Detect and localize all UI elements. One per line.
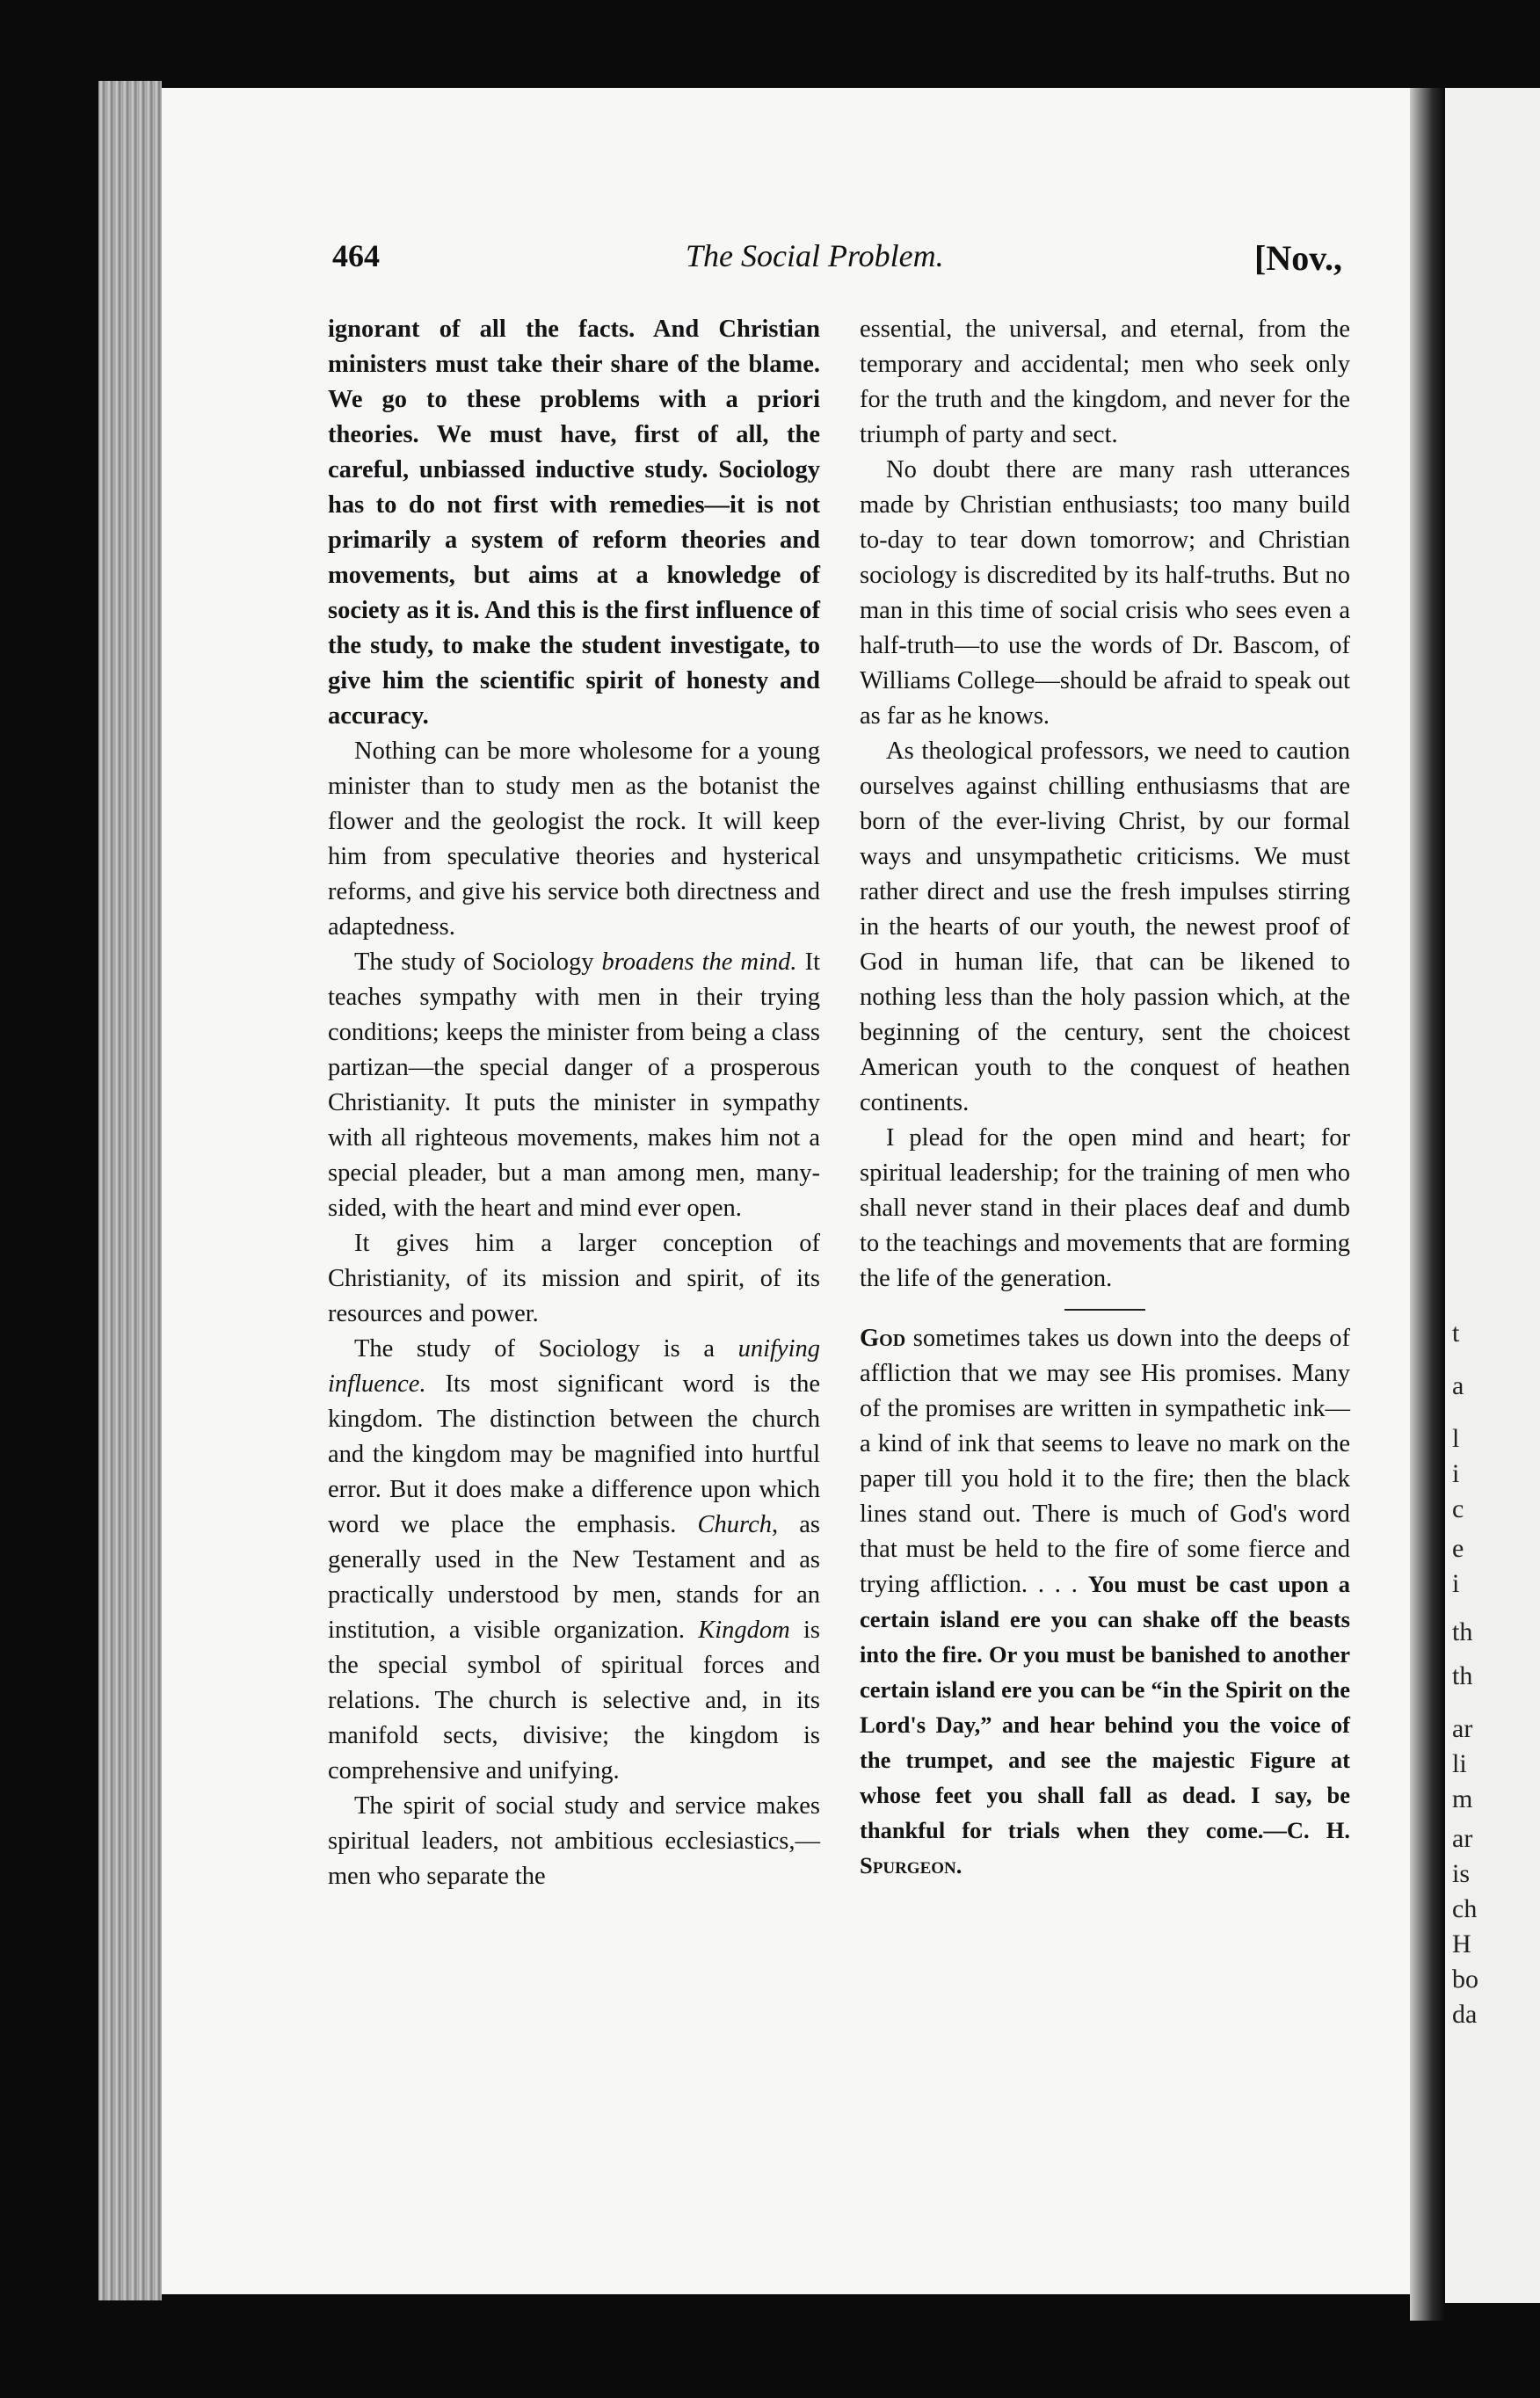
facing-page-fragment: c [1452,1494,1464,1523]
facing-page-fragment: bo [1452,1965,1478,1994]
facing-page-edge [1445,88,1540,2303]
quotation-paragraph [860,1321,1350,1884]
emphasis-text: Church [697,1511,772,1538]
facing-page-fragment: ar [1452,1714,1473,1743]
paragraph [328,312,820,734]
paragraph-text: It teaches sympathy with men in their trying conditions; keeps the minister from being a class partizan—the special danger of a prosperous Christianity. It puts the minister in sympathy with all righteous movements, makes him not a special pleader, but a man among men, many-sided, with the heart and mind ever open. [328,948,820,1222]
paragraph-text: Nothing can be more wholesome for a young minister than to study men as the botanist the flower and the geologist the rock. It will keep him from speculative theories and hysterical reforms, and give his service both directness and adaptedness. [328,738,820,941]
right-column [860,312,1350,1884]
paragraph [860,1121,1350,1297]
paragraph [328,1332,820,1789]
paragraph [328,734,820,945]
paragraph [860,312,1350,453]
facing-page-fragment: ch [1452,1894,1478,1923]
paragraph-text: ignorant of all the facts. And Christian ministers must take their share of the blame. We go to these problems with a priori theories. We must have, first of all, the careful, unbiassed inductive study. Sociology has to do not first with remedies—it is not primarily a system of reform theories and movements, but aims at a knowledge of society as it is. And this is the first influence of the study, to make the student investigate, to give him the scientific spirit of honesty and accuracy. [328,316,820,730]
running-title: The Social Problem. [686,238,944,273]
facing-page-fragment: th [1452,1661,1473,1690]
facing-page-fragment: ar [1452,1824,1473,1853]
quote-lead-word: God [860,1325,906,1352]
facing-page-fragment: e [1452,1534,1464,1563]
paragraph [328,945,820,1226]
paragraph [860,453,1350,734]
book-gutter [1410,88,1445,2321]
paragraph-text: essential, the universal, and eternal, from the temporary and accidental; men who seek only for the truth and the kingdom, and never for the triumph of party and sect. [860,316,1350,448]
facing-page-fragment: m [1452,1784,1473,1813]
left-column [328,312,820,1894]
facing-page-fragment: t [1452,1319,1460,1348]
facing-page-fragment: l [1452,1424,1460,1453]
section-divider [1064,1309,1145,1311]
facing-page-fragment: i [1452,1569,1460,1598]
emphasis-text: unifying influence. [328,1335,820,1398]
quote-author: Spurgeon. [860,1852,962,1878]
emphasis-text: Kingdom [698,1617,790,1644]
paragraph-text: The study of Sociology [354,948,602,976]
facing-page-fragment: H [1452,1929,1471,1958]
facing-page-fragment: a [1452,1371,1464,1400]
paragraph-text: I plead for the open mind and heart; for spiritual leadership; for the training of men who shall never stand in their places deaf and dumb to the teachings and movements that are forming the life of the generation. [860,1124,1350,1292]
paragraph [328,1789,820,1894]
running-date: [Nov., [1254,238,1342,278]
paragraph-text: The spirit of social study and service makes spiritual leaders, not ambitious ecclesiastics,—men who separate the [328,1792,820,1890]
paragraph-text: As theological professors, we need to caution ourselves against chilling enthusiasms that are born of the ever-living Christ, by our formal ways and unsympathetic criticisms. We must rather direct and use the fresh impulses stirring in the hearts of our youth, the newest proof of God in human life, that can be likened to nothing less than the holy passion which, at the beginning of the century, sent the choicest American youth to the conquest of heathen continents. [860,738,1350,1116]
paragraph-text: is the special symbol of spiritual forces and relations. The church is selective and, in its manifold sects, divisive; the kingdom is comprehensive and unifying. [328,1617,820,1784]
facing-page-fragment: da [1452,2000,1478,2029]
facing-page-fragment: li [1452,1749,1467,1778]
paragraph-text: The study of Sociology is a [354,1335,738,1362]
paragraph-text: No doubt there are many rash utterances made by Christian enthusiasts; too many build to-day to tear down tomorrow; and Christian sociology is discredited by its half-truths. But no man in this time of social crisis who sees even a half-truth—to use the words of Dr. Bascom, of Williams College—should be afraid to speak out as far as he knows. [860,456,1350,730]
emphasis-text: broadens the mind. [601,948,797,976]
facing-page-fragment: th [1452,1617,1473,1646]
facing-page-fragment: is [1452,1859,1471,1888]
quotation-text: You must be cast upon a certain island ere you can shake off the beasts into the fire. Or you must be banished to another certain island ere you can be “in the Spirit on the Lord's Day,” and hear behind you the voice of the trumpet, and see the majestic Figure at whose feet you shall fall as dead. I say, be thankful for trials when they come.—C. H. [860,1571,1350,1843]
paragraph-text: It gives him a larger conception of Christianity, of its mission and spirit, of its resources and power. [328,1230,820,1327]
page-number: 464 [332,238,380,273]
paragraph-text: , as generally used in the New Testament and as practically understood by men, stands for an institution, a visible organization. [328,1511,820,1644]
paragraph-text: Its most significant word is the kingdom. The distinction between the church and the kingdom may be magnified into hurtful error. But it does make a difference upon which word we place the emphasis. [328,1370,820,1538]
page-stack-edge [98,81,162,2300]
facing-page-fragment: i [1452,1459,1460,1488]
paragraph [328,1226,820,1332]
quotation-text: sometimes takes us down into the deeps of affliction that we may see His promises. Many of the promises are written in sympathetic ink—a kind of ink that seems to leave no mark on the paper till you hold it to the fire; then the black lines stand out. There is much of God's word that must be held to the fire of some fierce and trying affliction. . . . [860,1325,1350,1598]
paragraph [860,734,1350,1121]
